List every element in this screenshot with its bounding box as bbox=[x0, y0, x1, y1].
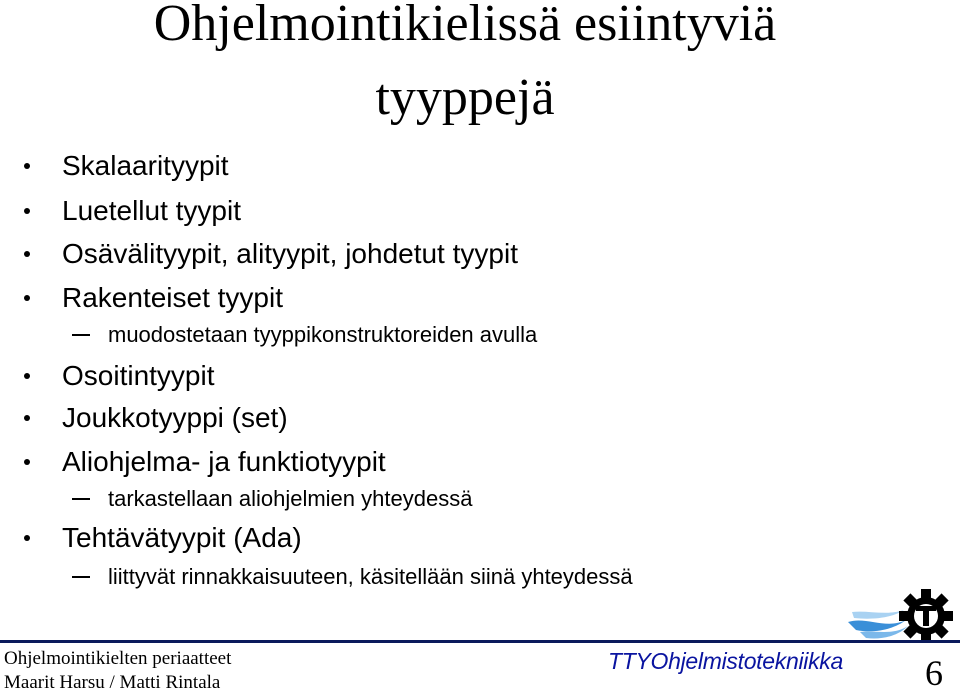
dash-icon bbox=[72, 334, 90, 336]
bullet-item bbox=[62, 238, 518, 270]
bullet-dot-icon bbox=[24, 251, 30, 257]
bullet-text: Skalaarityypit bbox=[62, 150, 229, 181]
sub-bullet-item bbox=[108, 322, 537, 348]
page-number: 6 bbox=[925, 653, 943, 693]
bullet-text: Tehtävätyypit (Ada) bbox=[62, 522, 302, 553]
bullet-item bbox=[62, 360, 215, 392]
bullet-text: Joukkotyyppi (set) bbox=[62, 402, 288, 433]
slide-title-line-2: tyyppejä bbox=[375, 69, 555, 126]
gear-logo-icon bbox=[846, 586, 958, 646]
dash-icon bbox=[72, 576, 90, 578]
sub-bullet-item bbox=[108, 564, 633, 590]
bullet-text: Rakenteiset tyypit bbox=[62, 282, 283, 313]
bullet-dot-icon bbox=[24, 163, 30, 169]
bullet-text: Osävälityypit, alityypit, johdetut tyypit bbox=[62, 238, 518, 269]
bullet-dot-icon bbox=[24, 373, 30, 379]
sub-bullet-text: muodostetaan tyyppikonstruktoreiden avulla bbox=[108, 322, 538, 347]
bullet-text: Aliohjelma- ja funktiotyypit bbox=[62, 446, 386, 477]
bullet-item bbox=[62, 522, 302, 554]
footer-brand: TTYOhjelmistotekniikka bbox=[608, 648, 843, 674]
bullet-item bbox=[62, 150, 229, 182]
slide-title-line-1: Ohjelmointikielissä esiintyviä bbox=[153, 0, 777, 52]
sub-bullet-item bbox=[108, 486, 472, 512]
sub-bullet-text: tarkastellaan aliohjelmien yhteydessä bbox=[108, 486, 473, 511]
sub-bullet-text: liittyvät rinnakkaisuuteen, käsitellään siinä yhteydessä bbox=[108, 564, 633, 589]
bullet-text: Luetellut tyypit bbox=[62, 195, 241, 226]
bullet-dot-icon bbox=[24, 415, 30, 421]
bullet-text: Osoitintyypit bbox=[62, 360, 215, 391]
bullet-item bbox=[62, 402, 288, 434]
bullet-dot-icon bbox=[24, 208, 30, 214]
footer-authors: Maarit Harsu / Matti Rintala bbox=[4, 672, 221, 693]
bullet-item bbox=[62, 282, 283, 314]
bullet-item bbox=[62, 195, 241, 227]
bullet-dot-icon bbox=[24, 535, 30, 541]
bullet-item bbox=[62, 446, 386, 478]
dash-icon bbox=[72, 498, 90, 500]
bullet-dot-icon bbox=[24, 295, 30, 301]
footer-divider bbox=[0, 640, 960, 643]
footer-course-name: Ohjelmointikielten periaatteet bbox=[4, 648, 232, 669]
bullet-dot-icon bbox=[24, 459, 30, 465]
